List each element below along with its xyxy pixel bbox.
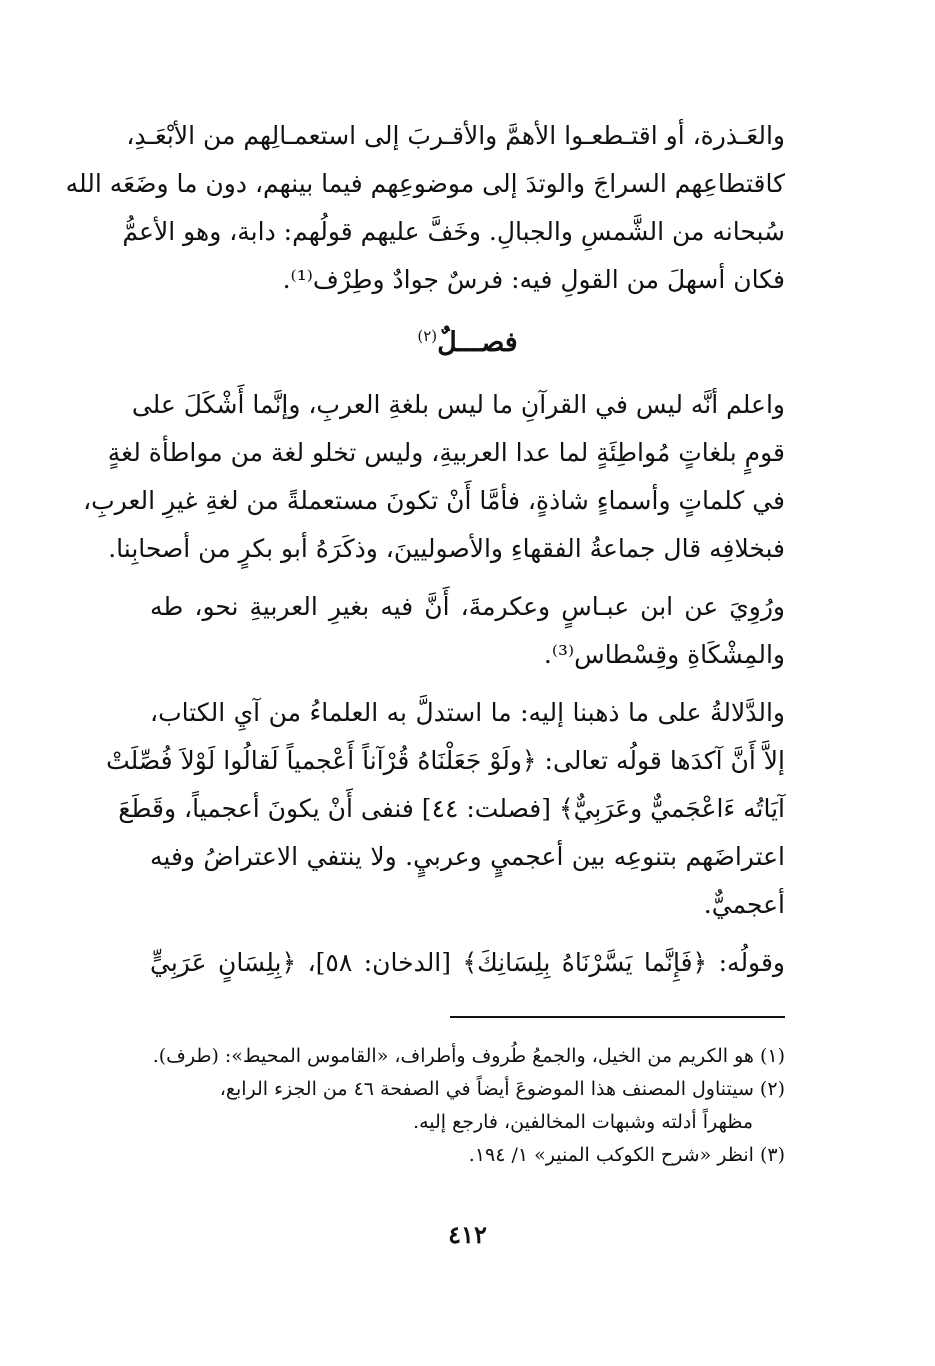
footnote-2: (٢) سيتناول المصنف هذا الموضوعَ أيضاً في الصفحة ٤٦ من الجزء الرابع، [219,1078,785,1100]
paragraph-1-line: فكان أسهلَ من القولِ فيه: فرسٌ جوادٌ وطِرْف⁽¹⁾. [282,265,785,294]
paragraph-1-line: سُبحانه من الشَّمسِ والجبالِ. وخَفَّ عليهم قولُهم: دابة، وهو الأعمُّ [122,217,785,246]
paragraph-5-line: وقولُه: ﴿فَإِنَّما يَسَّرْنَاهُ بِلِسَانِكَ﴾ [الدخان: ٥٨]، ﴿بِلِسَانٍ عَرَبِيٍّ [150,948,785,977]
paragraph-3-line: ورُوِيَ عن ابن عبـاسٍ وعكرمةَ، أَنَّ فيه بغيرِ العربيةِ نحو، طه [150,592,785,621]
footnote-3: (٣) انظر «شرح الكوكب المنير» ١/ ١٩٤. [468,1144,785,1166]
section-heading-text: فصـــلٌ [437,327,518,358]
paragraph-4 [106,689,785,929]
paragraph-4-line: إلاَّ أَنَّ آكدَها قولُه تعالى: ﴿ولَوْ جَعَلْنَاهُ قُرْآناً أَعْجمياً لَقالُوا لَوْلاَ فُصِّلَتْ [106,746,785,775]
paragraph-4-line: آيَاتُه ءَاعْجَميٌّ وعَرَبِيٌّ﴾ [فصلت: ٤٤] فنفى أَنْ يكونَ أعجمياً، وقَطَعَ [118,794,785,823]
paragraph-1-line: والعَـذرة، أو اقتـطعـوا الأهمَّ والأقـربَ إلى استعمـالِهم من الأبْعَـدِ، [126,121,785,150]
page-body [65,112,785,997]
paragraph-2-line: واعلم أنَّه ليس في القرآنِ ما ليس بلغةِ العربِ، وإنَّما أَشْكَلَ على [131,390,785,419]
paragraph-2-line: في كلماتٍ وأسماءٍ شاذةٍ، فأمَّا أَنْ تكونَ مستعملةً من لغةِ غيرِ العربِ، [83,486,785,515]
section-heading-note: (٢) [417,327,438,345]
paragraph-4-line: اعتراضَهم بتنوعِه بين أعجميٍ وعربيٍ. ولا ينتفي الاعتراضُ وفيه [150,842,785,871]
paragraph-3 [150,583,785,679]
paragraph-2 [83,381,785,573]
page-number: ٤١٢ [448,1220,487,1249]
paragraph-4-line: أعجميٌّ. [703,890,785,919]
section-heading [150,316,785,363]
footnote-1: (١) هو الكريم من الخيل، والجمعُ طُروف وأطراف، «القاموس المحيط»: (طرف). [152,1045,785,1067]
paragraph-1-line: كاقتطاعِهم السراجَ والوتدَ إلى موضوعِهم فيما بينهم، دون ما وضَعَه الله [65,169,785,198]
paragraph-2-line: فبخلافِه قال جماعةُ الفقهاءِ والأصوليينَ، وذكَرَهُ أبو بكرٍ من أصحابِنا. [108,534,785,563]
paragraph-1 [65,112,785,304]
footnote-2-continuation: مظهراً أدلته وشبهات المخالفين، فارجع إليه. [413,1111,753,1133]
footnote-divider [450,1016,785,1018]
paragraph-2-line: قومٍ بلغاتٍ مُواطِئَةٍ لما عدا العربيةِ، وليس تخلو لغة من مواطأة لغةٍ [107,438,785,467]
footnotes [150,1040,785,1172]
paragraph-3-line: والمِشْكَاةِ وقِسْطاس⁽³⁾. [543,640,785,669]
paragraph-5 [150,939,785,987]
paragraph-4-line: والدَّلالةُ على ما ذهبنا إليه: ما استدلَّ به العلماءُ من آيِ الكتاب، [150,698,785,727]
